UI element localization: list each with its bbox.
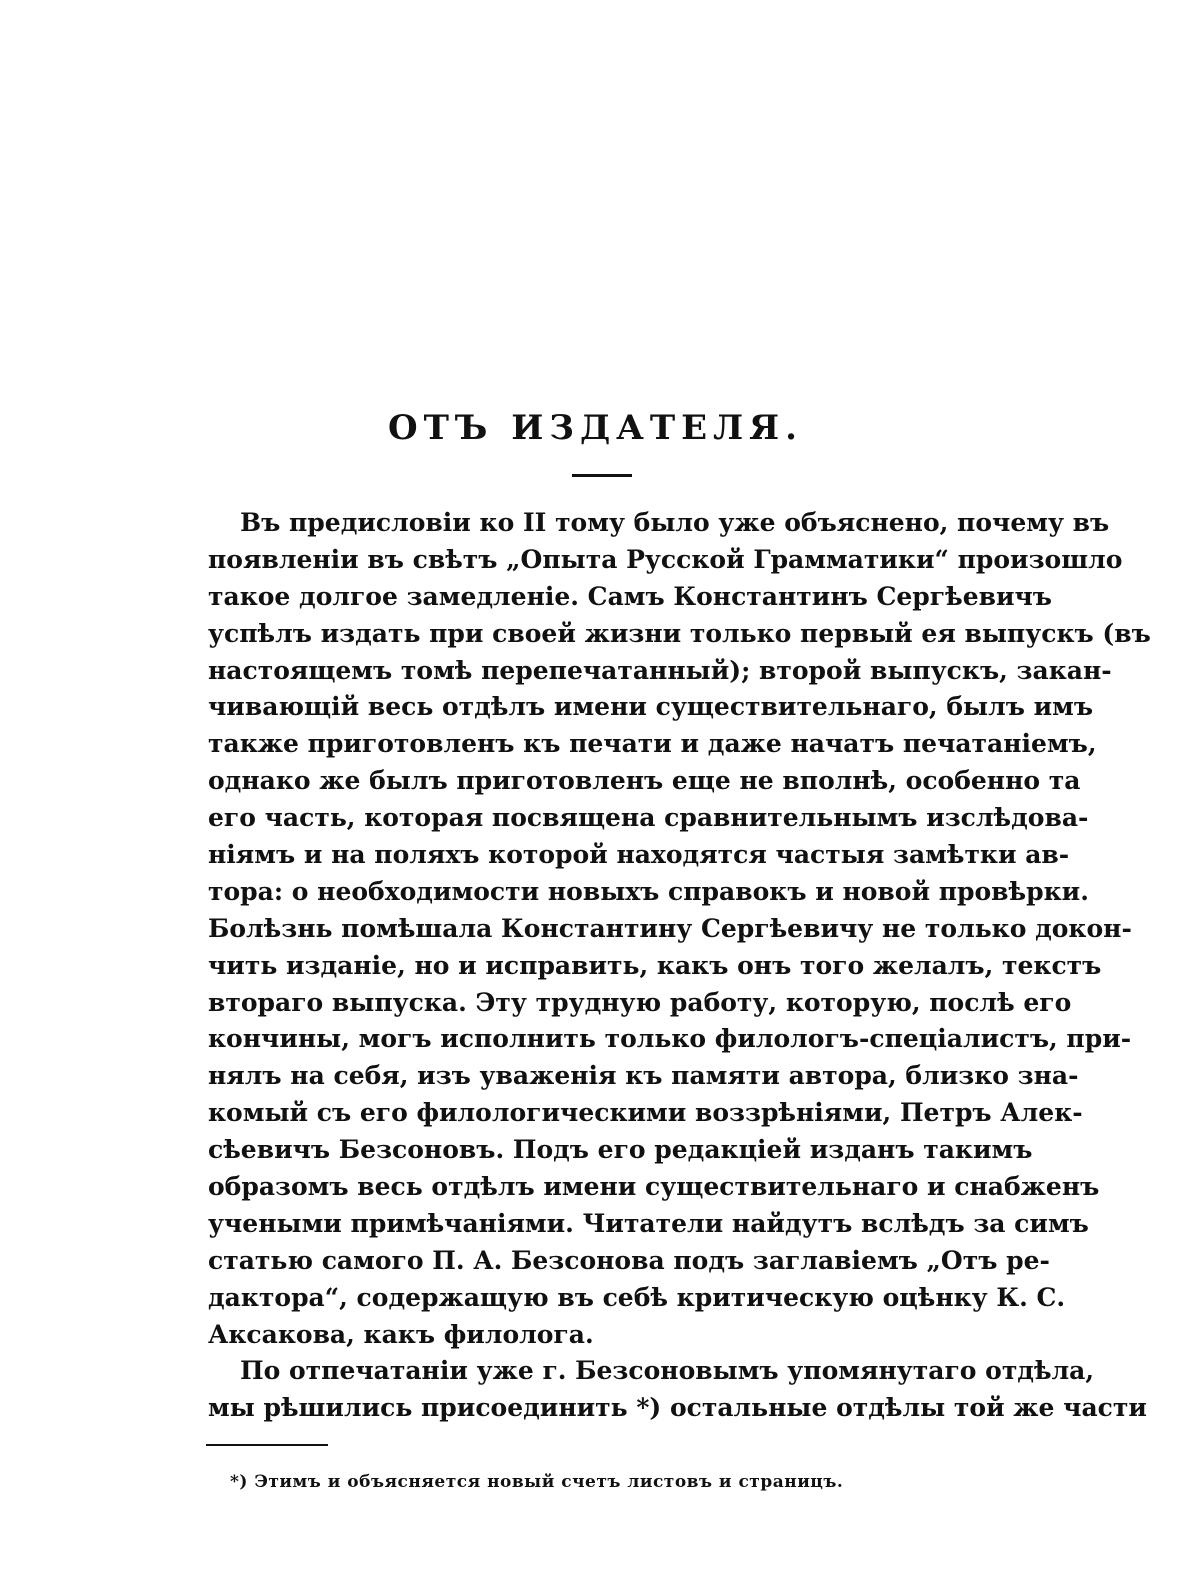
body-text xyxy=(208,505,1151,1427)
text-line: Аксакова, какъ филолога. xyxy=(208,1319,594,1349)
text-line: сѣевичъ Безсоновъ. Подъ его редакціей изданъ такимъ xyxy=(208,1135,1033,1165)
text-line: Болѣзнь помѣшала Константину Сергѣевичу не только докон- xyxy=(208,913,1132,943)
text-line: успѣлъ издать при своей жизни только первый ея выпускъ (въ xyxy=(208,618,1151,648)
text-line: его часть, которая посвящена сравнительнымъ изслѣдова- xyxy=(208,803,1089,833)
text-line: мы рѣшились присоединить *) остальные отдѣлы той же части xyxy=(208,1393,1147,1423)
paragraph-1 xyxy=(208,505,1151,1353)
text-line: нялъ на себя, изъ уваженія къ памяти автора, близко зна- xyxy=(208,1061,1079,1091)
text-line: дактора“, содержащую въ себѣ критическую оцѣнку К. С. xyxy=(208,1282,1066,1312)
text-line: также приготовленъ къ печати и даже начатъ печатаніемъ, xyxy=(208,729,1097,759)
paragraph-2 xyxy=(208,1353,1147,1427)
text-line: втораго выпуска. Эту трудную работу, которую, послѣ его xyxy=(208,987,1072,1017)
text-line: чивающій весь отдѣлъ имени существительнаго, былъ имъ xyxy=(208,692,1094,722)
text-line: статью самого П. А. Безсонова подъ заглавіемъ „Отъ ре- xyxy=(208,1245,1050,1275)
title-divider xyxy=(572,474,632,477)
text-line: настоящемъ томѣ перепечатанный); второй выпускъ, закан- xyxy=(208,655,1112,685)
text-line: однако же былъ приготовленъ еще не вполнѣ, особенно та xyxy=(208,766,1081,796)
footnote-divider xyxy=(206,1444,328,1446)
text-line: такое долгое замедленіе. Самъ Константинъ Сергѣевичъ xyxy=(208,581,1052,611)
text-line: образомъ весь отдѣлъ имени существительнаго и снабженъ xyxy=(208,1172,1100,1202)
text-line: ніямъ и на поляхъ которой находятся частыя замѣтки ав- xyxy=(208,840,1070,870)
text-line: Въ предисловіи ко II тому было уже объяснено, почему въ xyxy=(240,508,1110,537)
text-line: По отпечатаніи уже г. Безсоновымъ упомянутаго отдѣла, xyxy=(240,1356,1095,1386)
text-line: учеными примѣчаніями. Читатели найдутъ вслѣдъ за симъ xyxy=(208,1208,1089,1238)
text-line: появленіи въ свѣтъ „Опыта Русской Грамматики“ произошло xyxy=(208,544,1123,574)
text-line: тора: о необходимости новыхъ справокъ и новой провѣрки. xyxy=(208,876,1089,906)
text-line: комый съ его филологическими воззрѣніями, Петръ Алек- xyxy=(208,1098,1083,1128)
page-title: ОТЪ ИЗДАТЕЛЯ. xyxy=(388,408,803,448)
text-line: чить изданіе, но и исправить, какъ онъ того желалъ, текстъ xyxy=(208,950,1102,980)
footnote: *) Этимъ и объясняется новый счетъ листовъ и страницъ. xyxy=(230,1472,844,1492)
text-line: кончины, могъ исполнить только филологъ-спеціалистъ, при- xyxy=(208,1024,1132,1054)
